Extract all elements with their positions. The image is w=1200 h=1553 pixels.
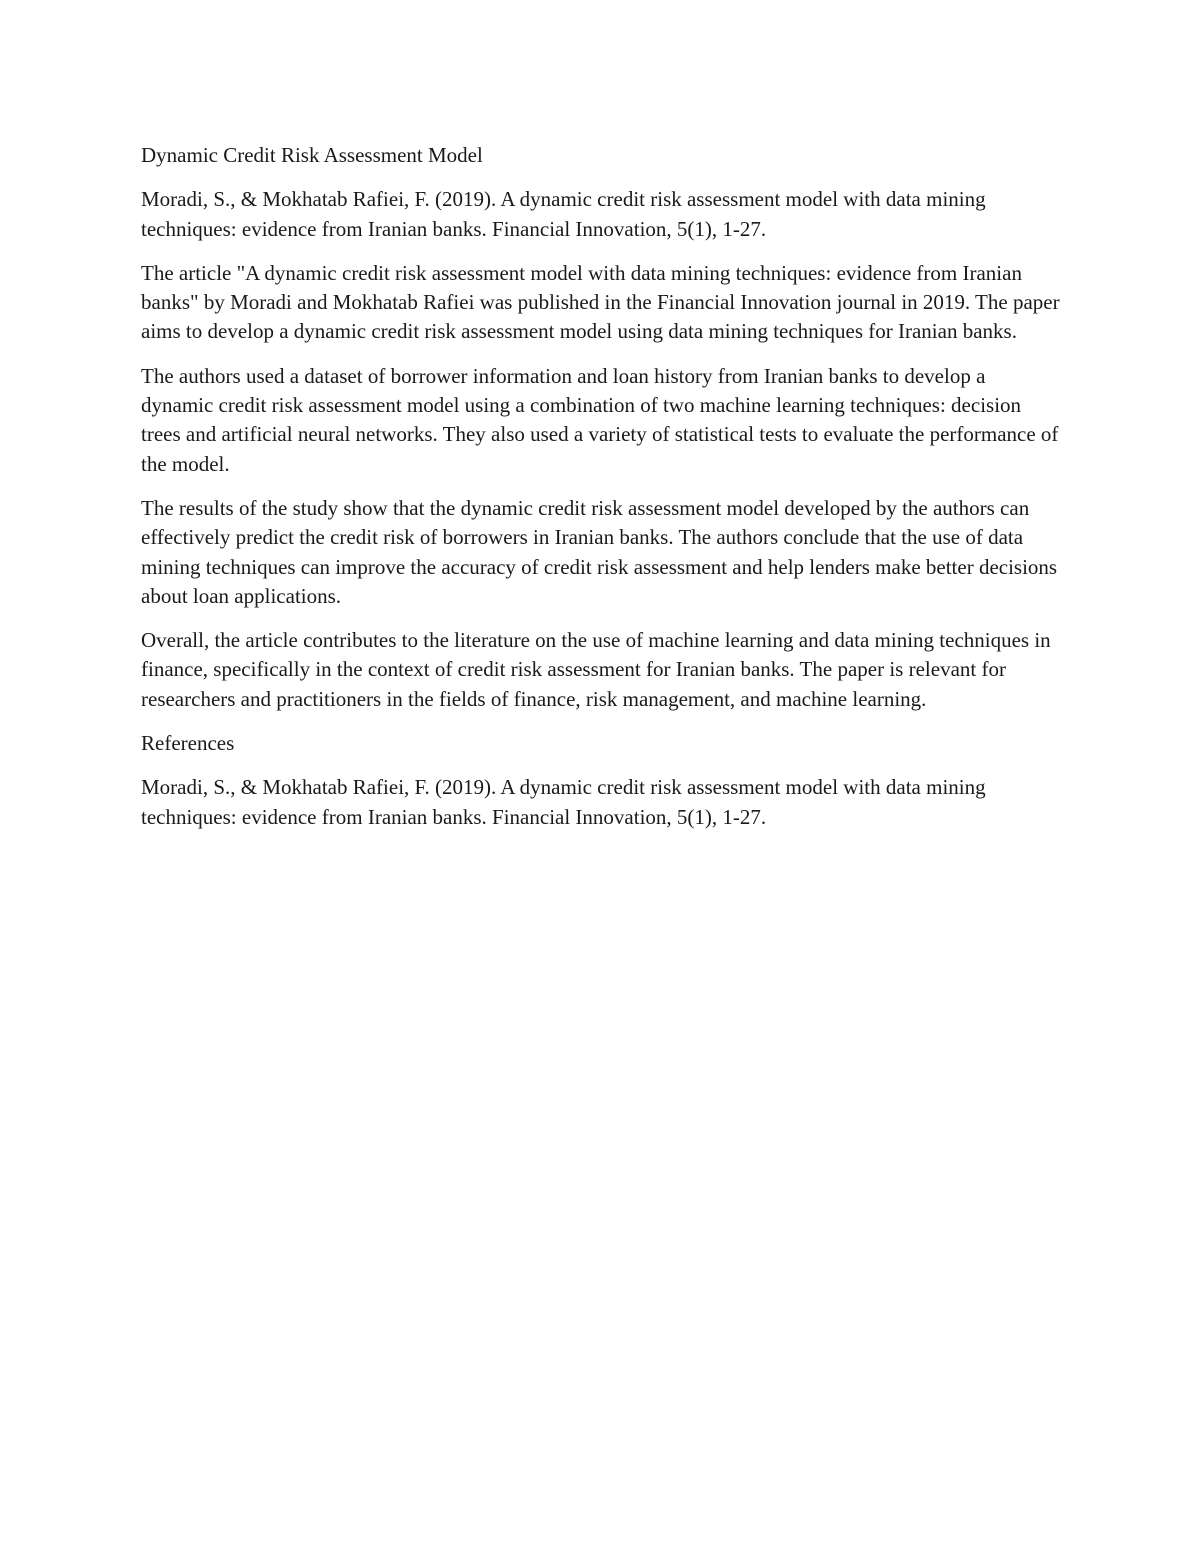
document-body [141,141,1061,847]
document-title: Dynamic Credit Risk Assessment Model [141,143,483,167]
reference-entry: Moradi, S., & Mokhatab Rafiei, F. (2019). A dynamic credit risk assessment model with data mining techniques: evidence from Iranian banks. Financial Innovation, 5(1), 1-27. [141,775,986,829]
body-paragraph-3: The results of the study show that the dynamic credit risk assessment model developed by the authors can effectively predict the credit risk of borrowers in Iranian banks. The authors conclude that the use of data mining techniques can improve the accuracy of credit risk assessment and help lenders make better decisions about loan applications. [141,495,1058,608]
references-heading: References [141,731,235,756]
body-paragraph-4: Overall, the article contributes to the literature on the use of machine learning and data mining techniques in finance, specifically in the context of credit risk assessment for Iranian banks. The paper is relevant for researchers and practitioners in the fields of finance, risk management, and machine learning. [141,628,1051,711]
citation-paragraph: Moradi, S., & Mokhatab Rafiei, F. (2019). A dynamic credit risk assessment model with data mining techniques: evidence from Iranian banks. Financial Innovation, 5(1), 1-27. [141,187,986,241]
body-paragraph-1: The article "A dynamic credit risk assessment model with data mining techniques: evidence from Iranian banks" by Moradi and Mokhatab Rafiei was published in the Financial Innovation journal in 2019. The paper aims to develop a dynamic credit risk assessment model using data mining techniques for Iranian banks. [141,260,1060,344]
body-paragraph-2: The authors used a dataset of borrower information and loan history from Iranian banks to develop a dynamic credit risk assessment model using a combination of two machine learning techniques: decision trees and artificial neural networks. They also used a variety of statistical tests to evaluate the performance of the model. [141,363,1059,476]
